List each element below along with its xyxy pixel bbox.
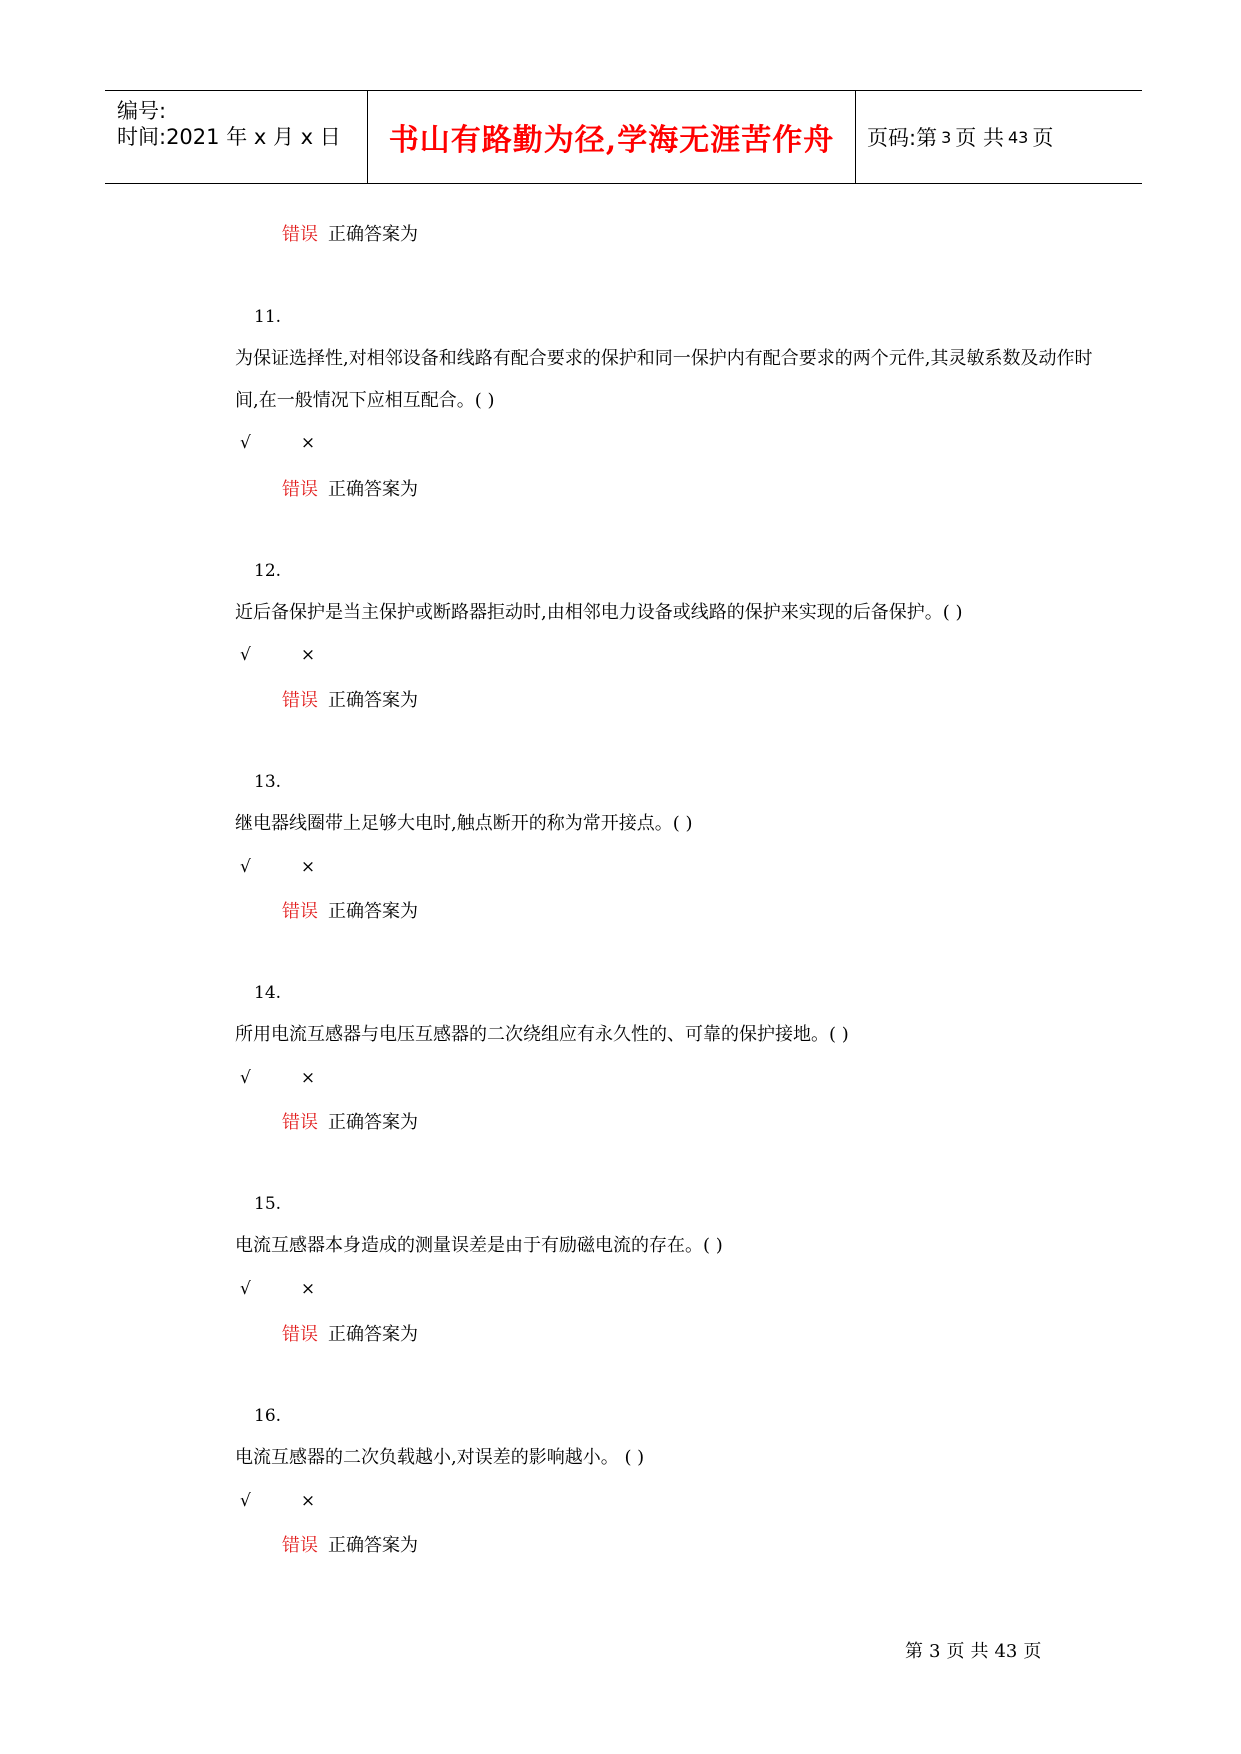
question-number: 12. [254, 561, 282, 581]
question-number: 11. [254, 307, 282, 327]
answer-options [240, 645, 315, 665]
option-true[interactable]: √ [240, 1068, 251, 1088]
option-false[interactable]: × [300, 1279, 316, 1299]
feedback [282, 1320, 418, 1346]
option-true[interactable]: √ [240, 433, 251, 453]
question-text: 所用电流互感器与电压互感器的二次绕组应有永久性的、可靠的保护接地。( ) [235, 1024, 849, 1045]
footer-page: 3 [929, 1641, 941, 1662]
wrong-label: 错误 [282, 224, 318, 245]
option-false[interactable]: × [300, 1068, 316, 1088]
feedback [282, 1531, 418, 1557]
footer-ye-end: 页 [1023, 1641, 1042, 1662]
question-text: 为保证选择性,对相邻设备和线路有配合要求的保护和同一保护内有配合要求的两个元件,其灵敏系数及动作时间,在一般情况下应相互配合。( ) [235, 348, 1093, 411]
answer-options [240, 1491, 315, 1511]
footer-di: 第 [905, 1641, 923, 1662]
option-false[interactable]: × [300, 1491, 316, 1511]
option-true[interactable]: √ [240, 645, 251, 665]
header-page-info [857, 91, 1142, 183]
wrong-label: 错误 [282, 1324, 318, 1345]
time-label: 时间:2021 年 x 月 x 日 [117, 125, 341, 149]
wrong-label: 错误 [282, 479, 318, 500]
page-total: 43 [1007, 127, 1029, 147]
question-number: 13. [254, 772, 282, 792]
wrong-label: 错误 [282, 1112, 318, 1133]
answer-label: 正确答案为 [328, 479, 418, 500]
question-text: 电流互感器本身造成的测量误差是由于有励磁电流的存在。( ) [235, 1235, 723, 1256]
option-false[interactable]: × [300, 645, 316, 665]
page-prefix: 页码:第 [867, 126, 938, 150]
footer-ye: 页 [946, 1641, 965, 1662]
option-false[interactable]: × [300, 433, 316, 453]
feedback [282, 1108, 418, 1134]
wrong-label: 错误 [282, 901, 318, 922]
answer-label: 正确答案为 [328, 1112, 418, 1133]
top-feedback [282, 220, 418, 246]
page-number: 3 [941, 127, 952, 147]
question-text: 电流互感器的二次负载越小,对误差的影响越小。 ( ) [235, 1447, 645, 1468]
question-text: 近后备保护是当主保护或断路器拒动时,由相邻电力设备或线路的保护来实现的后备保护。( ) [235, 602, 963, 623]
option-true[interactable]: √ [240, 857, 251, 877]
feedback [282, 686, 418, 712]
header-motto: 书山有路勤为径,学海无涯苦作舟 [368, 91, 856, 183]
answer-label: 正确答案为 [328, 1324, 418, 1345]
question-number: 15. [254, 1194, 282, 1214]
answer-label: 正确答案为 [328, 690, 418, 711]
answer-label: 正确答案为 [328, 901, 418, 922]
question-number: 14. [254, 983, 282, 1003]
option-true[interactable]: √ [240, 1491, 251, 1511]
wrong-label: 错误 [282, 690, 318, 711]
wrong-label: 错误 [282, 1535, 318, 1556]
footer-gong: 共 [970, 1641, 989, 1662]
answer-label: 正确答案为 [328, 1535, 418, 1556]
header-info-cell [105, 91, 368, 183]
page-header [105, 90, 1142, 184]
option-true[interactable]: √ [240, 1279, 251, 1299]
feedback [282, 475, 418, 501]
footer-total: 43 [994, 1641, 1018, 1662]
answer-options [240, 1068, 315, 1088]
option-false[interactable]: × [300, 857, 316, 877]
answer-options [240, 1279, 315, 1299]
feedback [282, 897, 418, 923]
question-number: 16. [254, 1406, 282, 1426]
page-mid: 页 共 [955, 126, 1004, 150]
code-label: 编号: [117, 99, 167, 123]
answer-label: 正确答案为 [328, 224, 418, 245]
answer-options [240, 857, 315, 877]
page-footer [905, 1637, 1047, 1663]
page-suffix: 页 [1032, 126, 1054, 150]
question-text: 继电器线圈带上足够大电时,触点断开的称为常开接点。( ) [235, 813, 693, 834]
answer-options [240, 433, 315, 453]
